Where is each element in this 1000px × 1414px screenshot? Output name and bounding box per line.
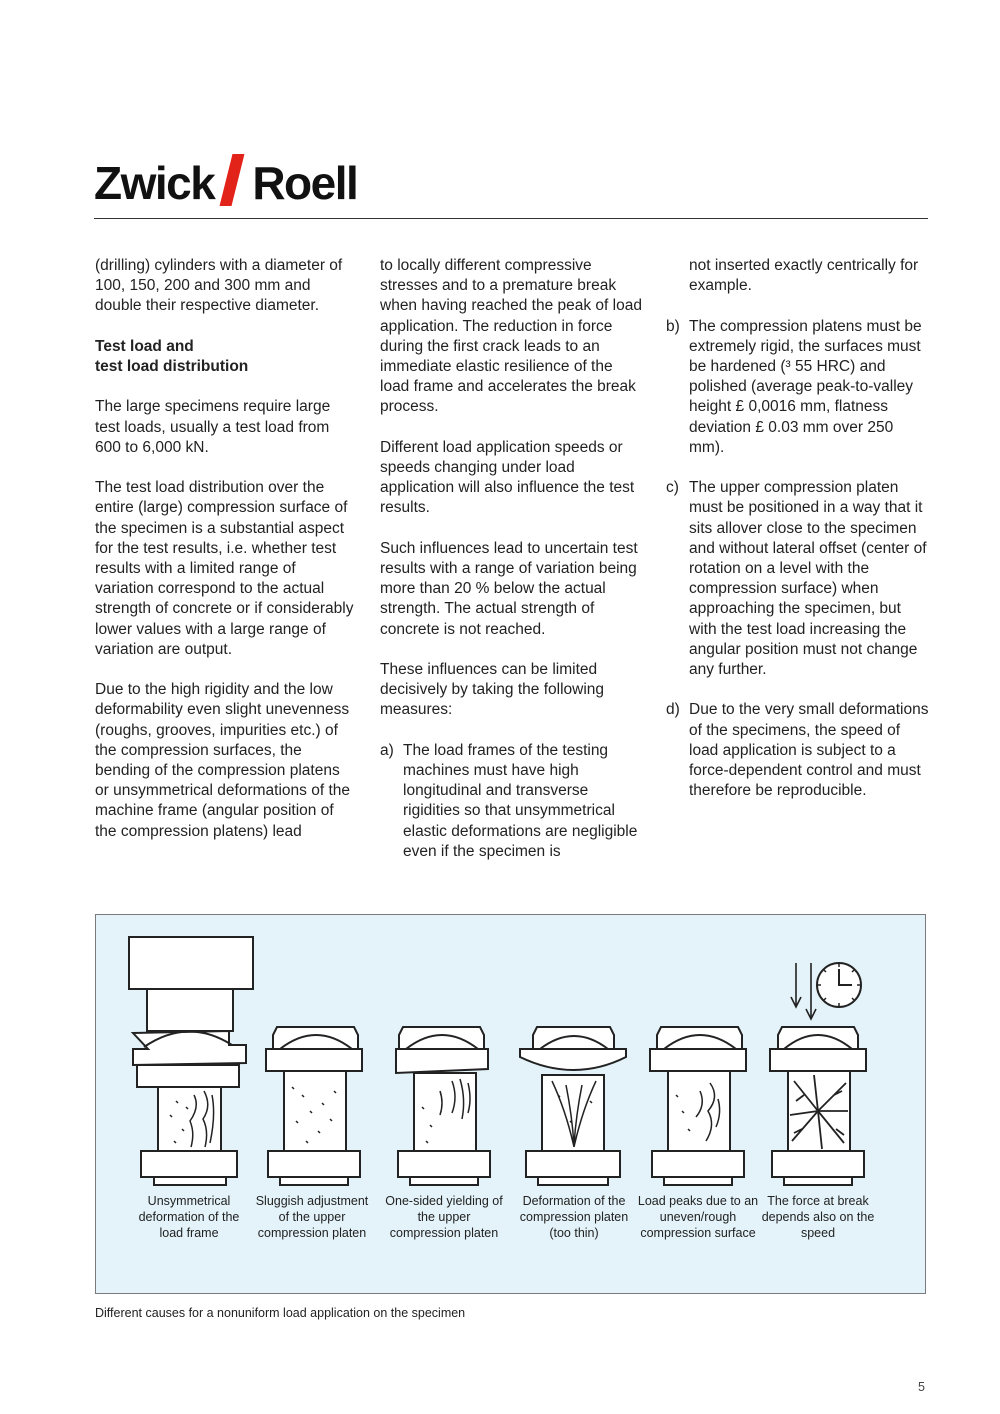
- section-heading-line-1: Test load and: [95, 337, 194, 355]
- paragraph: Due to the high rigidity and the low deformability even slight unevenness (roughs, grooves, impurities etc.) of the compression surfaces, the bending of the compression platens or unsymmetrical deformations of the machine frame (angular position of the compression platens) lead: [95, 681, 350, 840]
- paragraph: to locally different compressive stresses and to a premature break when having reached the peak of load application. The reduction in force during the first crack leads to an immediate elastic resilience of the load frame and accelerates the break process.: [380, 257, 642, 416]
- figure-label-4: Deformation of the compression platen (too thin): [519, 1194, 629, 1241]
- text-column-3: [666, 256, 932, 822]
- test-setup-one-sided-yielding: [396, 1027, 490, 1185]
- list-label: b): [666, 317, 680, 335]
- test-setup-thin-platen: [520, 1027, 626, 1185]
- list-text: The compression platens must be extremely rigid, the surfaces must be hardened (³ 55 HRC) and polished (average peak-to-valley height £ 0,0016 mm, flatness deviation £ 0.03 mm over 250 mm).: [689, 317, 922, 456]
- figure-label-6: The force at break depends also on the speed: [761, 1194, 875, 1241]
- test-setup-unsymmetrical-frame: [129, 937, 253, 1185]
- list-text: Due to the very small deformations of the specimens, the speed of load application is subject to a force-dependent control and must therefore be reproducible.: [689, 701, 929, 800]
- zwickroell-logo: [94, 150, 358, 209]
- list-item-a-continued: not inserted exactly centrically for example.: [689, 257, 919, 295]
- paragraph: These influences can be limited decisively by taking the following measures:: [380, 661, 605, 719]
- figure-label-1: Unsymmetrical deformation of the load frame: [138, 1194, 240, 1241]
- paragraph: The test load distribution over the entire (large) compression surface of the specimen is a substantial aspect for the test results, i.e. whether test results with a limited range of variation correspond to the actual strength of concrete or if considerably lower values with a large range of variation are output.: [95, 479, 354, 658]
- paragraph: (drilling) cylinders with a diameter of 100, 150, 200 and 300 mm and double their respective diameter.: [95, 257, 343, 315]
- logo-slash-mark: [220, 154, 245, 206]
- section-heading: [95, 337, 357, 377]
- text-column-2: [380, 256, 646, 882]
- logo-word-right: Roell: [252, 157, 358, 209]
- list-item-a: [380, 741, 646, 862]
- figure-label-3: One-sided yielding of the upper compression platen: [385, 1194, 503, 1241]
- header-rule: [94, 218, 928, 219]
- paragraph: The large specimens require large test loads, usually a test load from 600 to 6,000 kN.: [95, 398, 331, 456]
- list-item-d: [666, 700, 932, 801]
- test-setup-sluggish-platen: [266, 1027, 362, 1185]
- list-label: a): [380, 741, 394, 759]
- list-item-b: [666, 317, 932, 458]
- paragraph: Different load application speeds or speeds changing under load application will also influence the test results.: [380, 438, 635, 517]
- page-number: 5: [918, 1380, 925, 1394]
- list-item-c: [666, 478, 932, 680]
- test-setup-speed-dependence: [770, 963, 866, 1185]
- figure-label-5: Load peaks due to an uneven/rough compression surface: [637, 1194, 759, 1241]
- list-text: The upper compression platen must be positioned in a way that it sits allover close to the specimen and without lateral offset (center of rotation on a level with the compression surface) when approaching the specimen, but with the test load increasing the angular position must not change any further.: [689, 479, 927, 679]
- paragraph: Such influences lead to uncertain test results with a range of variation being more than 20 % below the actual strength. The actual strength of concrete is not reached.: [380, 539, 638, 638]
- test-setup-uneven-surface: [650, 1027, 746, 1185]
- list-label: d): [666, 701, 680, 719]
- list-label: c): [666, 479, 679, 497]
- figure-panel: [95, 914, 926, 1294]
- section-heading-line-2: test load distribution: [95, 358, 249, 375]
- list-text: The load frames of the testing machines must have high longitudinal and transverse rigidities so that unsymmetrical elastic deformations are negligible even if the specimen is: [403, 741, 638, 860]
- figure-caption: Different causes for a nonuniform load application on the specimen: [95, 1306, 466, 1320]
- logo-word-left: Zwick: [94, 157, 215, 209]
- figure-label-2: Sluggish adjustment of the upper compression platen: [255, 1194, 369, 1241]
- text-column-1: [95, 256, 357, 862]
